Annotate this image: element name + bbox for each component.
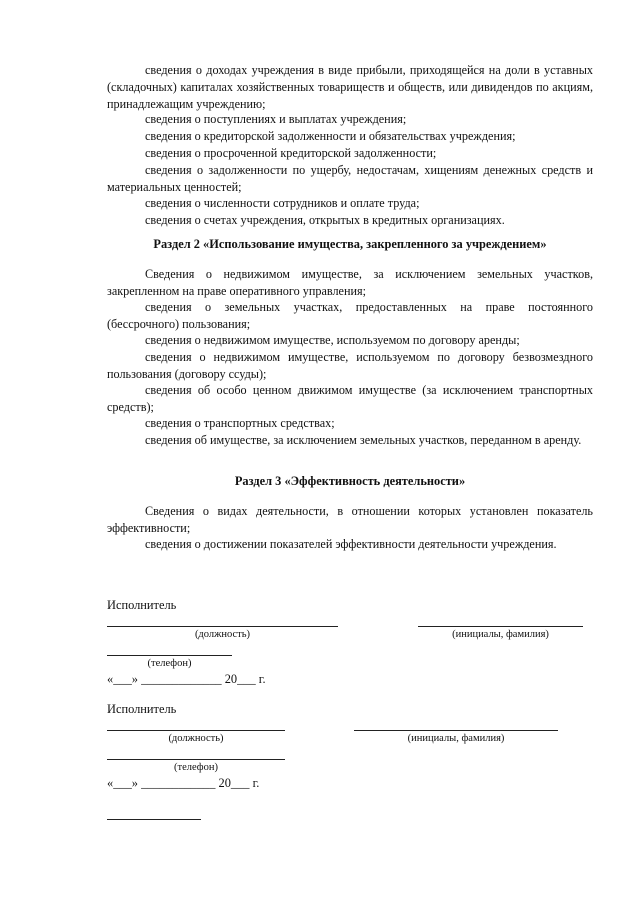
section3-item-1: Сведения о видах деятельности, в отношении которых установлен показатель эффективности; [107,504,593,535]
section3-title: Раздел 3 «Эффективность деятельности» [234,474,466,488]
position-line-1 [107,626,338,627]
executor-label-1: Исполнитель [107,598,177,612]
section2-item-2: сведения о земельных участках, предоставленных на праве постоянного (бессрочного) пользования; [107,300,593,331]
section2-item-7: сведения об имуществе, за исключением земельных участков, переданном в аренду. [145,433,582,447]
section1-item-1: сведения о доходах учреждения в виде прибыли, приходящейся на доли в уставных (складочных) капиталах хозяйственных товариществ и обществ, или дивидендов по акциям, принадлежащим учреждению; [107,63,593,111]
position-line-2 [107,730,285,731]
executor-label-2: Исполнитель [107,702,177,716]
section2-item-3: сведения о недвижимом имуществе, используемом по договору аренды; [145,333,520,347]
section3-item-2: сведения о достижении показателей эффективности деятельности учреждения. [145,537,557,551]
phone-caption-2: (телефон) [174,762,218,773]
section1-item-5: сведения о задолженности по ущербу, недостачам, хищениям денежных средств и материальных ценностей; [107,163,593,194]
name-caption-1: (инициалы, фамилия) [452,629,549,640]
section2-item-1: Сведения о недвижимом имуществе, за исключением земельных участков, закрепленном на праве оперативного управления; [107,267,593,298]
date-line-1: «___» _____________ 20___ г. [107,672,266,686]
section2-item-6: сведения о транспортных средствах; [145,416,335,430]
section2-item-5: сведения об особо ценном движимом имуществе (за исключением транспортных средств); [107,383,593,414]
phone-line-1 [107,655,232,656]
section1-item-7: сведения о счетах учреждения, открытых в кредитных организациях. [145,213,505,227]
section2-item-4: сведения о недвижимом имуществе, используемом по договору безвозмездного пользования (договору ссуды); [107,350,593,381]
section1-item-6: сведения о численности сотрудников и оплате труда; [145,196,420,210]
section1-item-3: сведения о кредиторской задолженности и обязательствах учреждения; [145,129,516,143]
section1-item-4: сведения о просроченной кредиторской задолженности; [145,146,437,160]
section2-title: Раздел 2 «Использование имущества, закрепленного за учреждением» [153,237,547,251]
position-caption-1: (должность) [194,629,251,640]
phone-line-2 [107,759,285,760]
name-line-2 [354,730,558,731]
section1-item-2: сведения о поступлениях и выплатах учреждения; [145,112,407,126]
name-caption-2: (инициалы, фамилия) [407,733,505,744]
phone-caption-1: (телефон) [147,658,192,669]
position-caption-2: (должность) [168,733,224,744]
footnote-separator [107,819,201,820]
name-line-1 [418,626,583,627]
date-line-2: «___» ____________ 20___ г. [107,776,260,790]
